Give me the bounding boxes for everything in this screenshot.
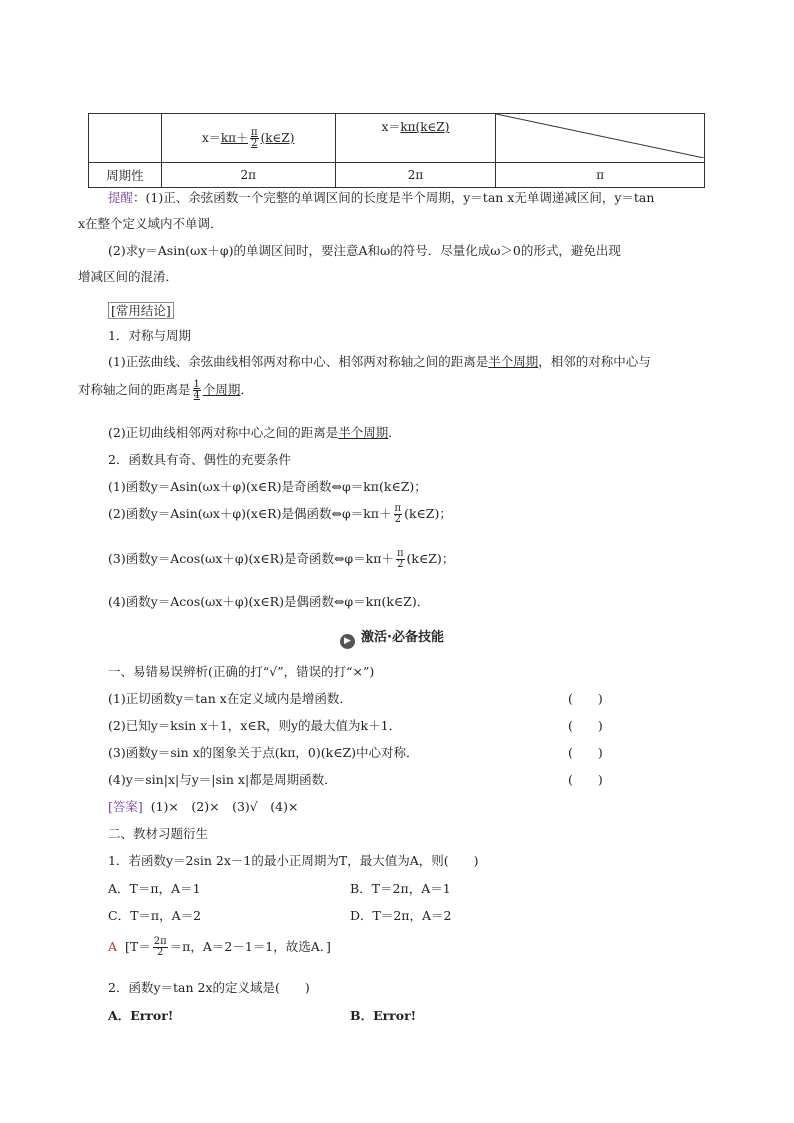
reminder-text: (1)正、余弦函数一个完整的单调区间的长度是半个周期，y＝tan x无单调递减区间，y＝tan [145, 190, 655, 205]
reminder-label: 提醒 [108, 190, 134, 205]
judgment-item: (2)已知y＝ksin x＋1，x∈R，则y的最大值为k＋1． [108, 718, 402, 733]
play-icon: ▶ [340, 634, 355, 649]
fraction-denominator: 2 [397, 559, 404, 570]
section-heading: 2．函数具有奇、偶性的充要条件 [108, 452, 291, 467]
answer-blank: ( ) [568, 718, 603, 733]
condition-line: (4)函数y＝Acos(ωx＋φ)(x∈R)是偶函数⇔φ＝kπ(k∈Z)． [108, 594, 430, 609]
judgment-item: (4)y＝sin|x|与y＝|sin x|都是周期函数． [108, 772, 337, 787]
table-text: kπ(k∈Z) [400, 120, 450, 134]
table-cell-axis-sin [335, 114, 496, 163]
table-cell-diagonal [496, 114, 705, 163]
solution-line [108, 937, 331, 958]
table-text: kπ＋ [220, 130, 248, 145]
fraction-numerator: 2π [153, 936, 167, 947]
paragraph [108, 352, 651, 370]
text: (k∈Z)； [404, 506, 452, 521]
answer-line [108, 797, 298, 815]
reminder-text: 增减区间的混淆． [78, 269, 179, 284]
table-text: x＝ [381, 120, 401, 134]
answer-label: [答案] [108, 799, 143, 814]
diagonal-line [496, 114, 704, 158]
answer-blank: ( ) [568, 745, 603, 760]
reminder-text: (2)求y＝Asin(ωx＋φ)的单调区间时，要注意A和ω的符号．尽量化成ω＞0的形式，避免出现 [108, 243, 621, 258]
fraction [396, 549, 405, 570]
part-heading: 一、易错易误辨析(正确的打“√”，错误的打“×”) [108, 664, 375, 679]
option: C．T＝π，A＝2 [108, 908, 202, 923]
section-title [340, 626, 444, 649]
underlined-text: 半个周期 [338, 425, 389, 440]
text: [T＝ [124, 939, 151, 954]
fraction-denominator: 4 [193, 390, 200, 401]
table-text: x＝ [202, 130, 221, 145]
option: A．T＝π，A＝1 [108, 881, 201, 896]
text: ． [240, 382, 253, 397]
table-row-label: 周期性 [89, 163, 162, 188]
heading-text: [常用结论] [108, 302, 174, 319]
fraction-denominator: 2 [251, 137, 258, 149]
fraction-numerator: π [250, 126, 258, 138]
reminder-line-1 [108, 188, 654, 206]
fraction-denominator: 2 [394, 514, 401, 525]
paragraph [108, 423, 401, 441]
table-text: (k∈Z) [260, 130, 295, 145]
reminder-colon: ： [133, 190, 146, 205]
question: 1．若函数y＝2sin 2x－1的最小正周期为T，最大值为A，则( ) [108, 853, 479, 868]
fraction [193, 380, 201, 401]
judgment-item: (1)正切函数y＝tan x在定义域内是增函数． [108, 691, 352, 706]
table-cell: 2π [161, 163, 335, 188]
paragraph [78, 380, 253, 401]
fraction [250, 128, 259, 149]
option: B．T＝2π，A＝1 [350, 881, 451, 896]
text: (k∈Z)； [406, 551, 455, 566]
option: B．Error! [350, 1008, 417, 1023]
text: (2)正切曲线相邻两对称中心之间的距离是 [108, 425, 339, 440]
fraction-numerator: 1 [193, 379, 200, 390]
text: ＝π，A＝2－1＝1，故选A．] [169, 939, 331, 954]
option: D．T＝2π，A＝2 [350, 908, 452, 923]
fraction-numerator: π [396, 548, 404, 559]
option: A．Error! [108, 1008, 174, 1023]
section-title-text: 激活·必备技能 [361, 630, 444, 645]
table-cell-empty [89, 114, 162, 163]
period-table [88, 113, 705, 188]
conclusions-heading [108, 301, 174, 319]
table-cell: 2π [335, 163, 496, 188]
fraction-numerator: π [394, 503, 402, 514]
table-cell-axis-cos [161, 114, 335, 163]
underlined-text: 个周期 [202, 382, 241, 397]
question: 2．函数y＝tan 2x的定义域是( ) [108, 980, 310, 995]
text: (1)正弦曲线、余弦曲线相邻两对称中心、相邻两对称轴之间的距离是 [108, 354, 489, 369]
text: ． [388, 425, 401, 440]
text: (2)函数y＝Asin(ωx＋φ)(x∈R)是偶函数⇔φ＝kπ＋ [108, 506, 392, 521]
reminder-text: x在整个定义域内不单调． [78, 216, 223, 231]
section-heading: 1．对称与周期 [108, 328, 191, 343]
table-cell: π [496, 163, 705, 188]
fraction-denominator: 2 [156, 947, 164, 958]
text: ，相邻的对称中心与 [538, 354, 651, 369]
text: (3)函数y＝Acos(ωx＋φ)(x∈R)是奇函数⇔φ＝kπ＋ [108, 551, 394, 566]
condition-line [108, 504, 452, 525]
part-heading: 二、教材习题衍生 [108, 826, 209, 841]
answer-blank: ( ) [568, 691, 603, 706]
underlined-text: 半个周期 [488, 354, 539, 369]
condition-line [108, 549, 454, 570]
fraction [394, 504, 403, 525]
condition-line: (1)函数y＝Asin(ωx＋φ)(x∈R)是奇函数⇔φ＝kπ(k∈Z)； [108, 479, 427, 494]
text: 对称轴之间的距离是 [78, 382, 191, 397]
answer-letter: A [108, 939, 118, 954]
answer-blank: ( ) [568, 772, 603, 787]
answer-text: (1)× (2)× (3)√ (4)× [150, 799, 299, 814]
judgment-item: (3)函数y＝sin x的图象关于点(kπ，0)(k∈Z)中心对称． [108, 745, 419, 760]
fraction [153, 937, 168, 958]
